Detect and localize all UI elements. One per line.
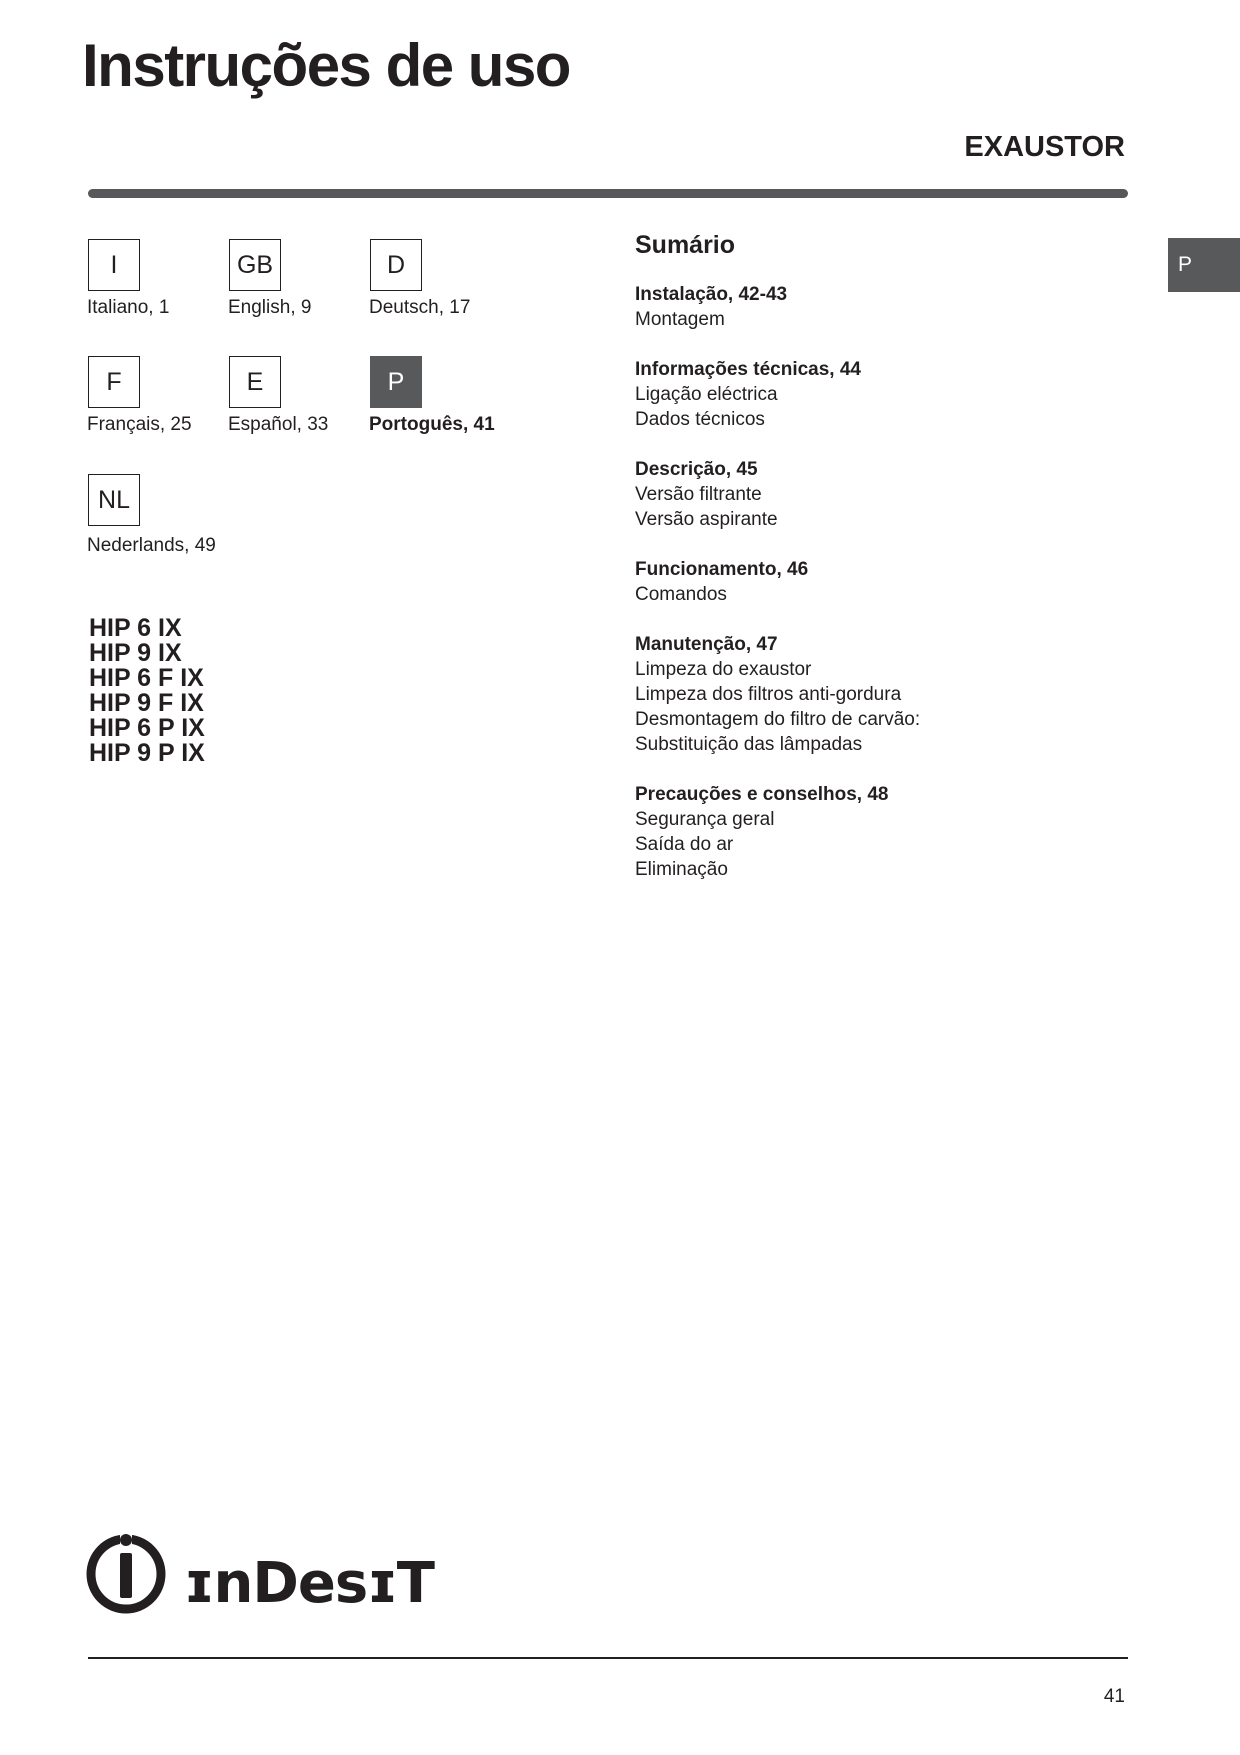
toc-section-title[interactable]: Funcionamento, 46 [635,559,809,580]
language-side-tab: P [1168,238,1240,292]
logo-dot [120,1534,132,1546]
model-name: HIP 6 P IX [89,714,205,742]
language-box-dutch[interactable]: NL [88,474,140,526]
table-of-contents [635,230,1195,907]
toc-item: Segurança geral [635,809,775,830]
toc-item: Ligação eléctrica [635,384,778,405]
toc-section-title[interactable]: Precauções e conselhos, 48 [635,784,889,805]
toc-item: Desmontagem do filtro de carvão: [635,709,921,730]
language-label-portuguese: Portoguês, 41 [369,414,495,435]
toc-item: Limpeza do exaustor [635,659,812,680]
toc-item: Comandos [635,584,727,605]
header-divider [88,189,1128,198]
footer-divider [88,1657,1128,1659]
language-box-german[interactable]: D [370,239,422,291]
toc-item: Montagem [635,309,725,330]
language-label-italian: Italiano, 1 [87,297,170,318]
toc-item: Dados técnicos [635,409,765,430]
indesit-logo-graphic [86,1530,434,1620]
language-label-french: Français, 25 [87,414,192,435]
product-type: EXAUSTOR [964,131,1125,163]
language-label-spanish: Español, 33 [228,414,329,435]
toc-section-title[interactable]: Manutenção, 47 [635,634,778,655]
toc-section [635,282,1195,332]
model-name: HIP 9 P IX [89,739,205,767]
toc-section [635,357,1195,432]
toc-item: Eliminação [635,859,728,880]
language-box-french[interactable]: F [88,356,140,408]
language-box-spanish[interactable]: E [229,356,281,408]
language-box-english[interactable]: GB [229,239,281,291]
toc-item: Versão filtrante [635,484,762,505]
language-label-german: Deutsch, 17 [369,297,471,318]
language-box-italian[interactable]: I [88,239,140,291]
indesit-logo [86,1530,434,1625]
toc-section [635,457,1195,532]
toc-item: Substituição das lâmpadas [635,734,863,755]
toc-section [635,632,1195,757]
model-list [89,616,205,766]
language-box-portuguese[interactable]: P [370,356,422,408]
toc-section-title[interactable]: Instalação, 42-43 [635,284,788,305]
toc-item: Limpeza dos filtros anti-gordura [635,684,902,705]
toc-section [635,557,1195,607]
toc-section-title[interactable]: Informações técnicas, 44 [635,359,861,380]
toc-section [635,782,1195,882]
model-name: HIP 6 IX [89,614,182,642]
language-label-english: English, 9 [228,297,312,318]
toc-item: Versão aspirante [635,509,778,530]
toc-section-title[interactable]: Descrição, 45 [635,459,758,480]
toc-item: Saída do ar [635,834,734,855]
logo-wordmark: ɪnDesɪT [184,1551,434,1616]
document-title: Instruções de uso [82,32,570,99]
model-name: HIP 6 F IX [89,664,204,692]
model-name: HIP 9 IX [89,639,182,667]
logo-stem [120,1553,132,1598]
model-name: HIP 9 F IX [89,689,204,717]
language-label-dutch: Nederlands, 49 [87,535,216,556]
page-number: 41 [1103,1686,1125,1707]
toc-heading: Sumário [635,231,736,259]
